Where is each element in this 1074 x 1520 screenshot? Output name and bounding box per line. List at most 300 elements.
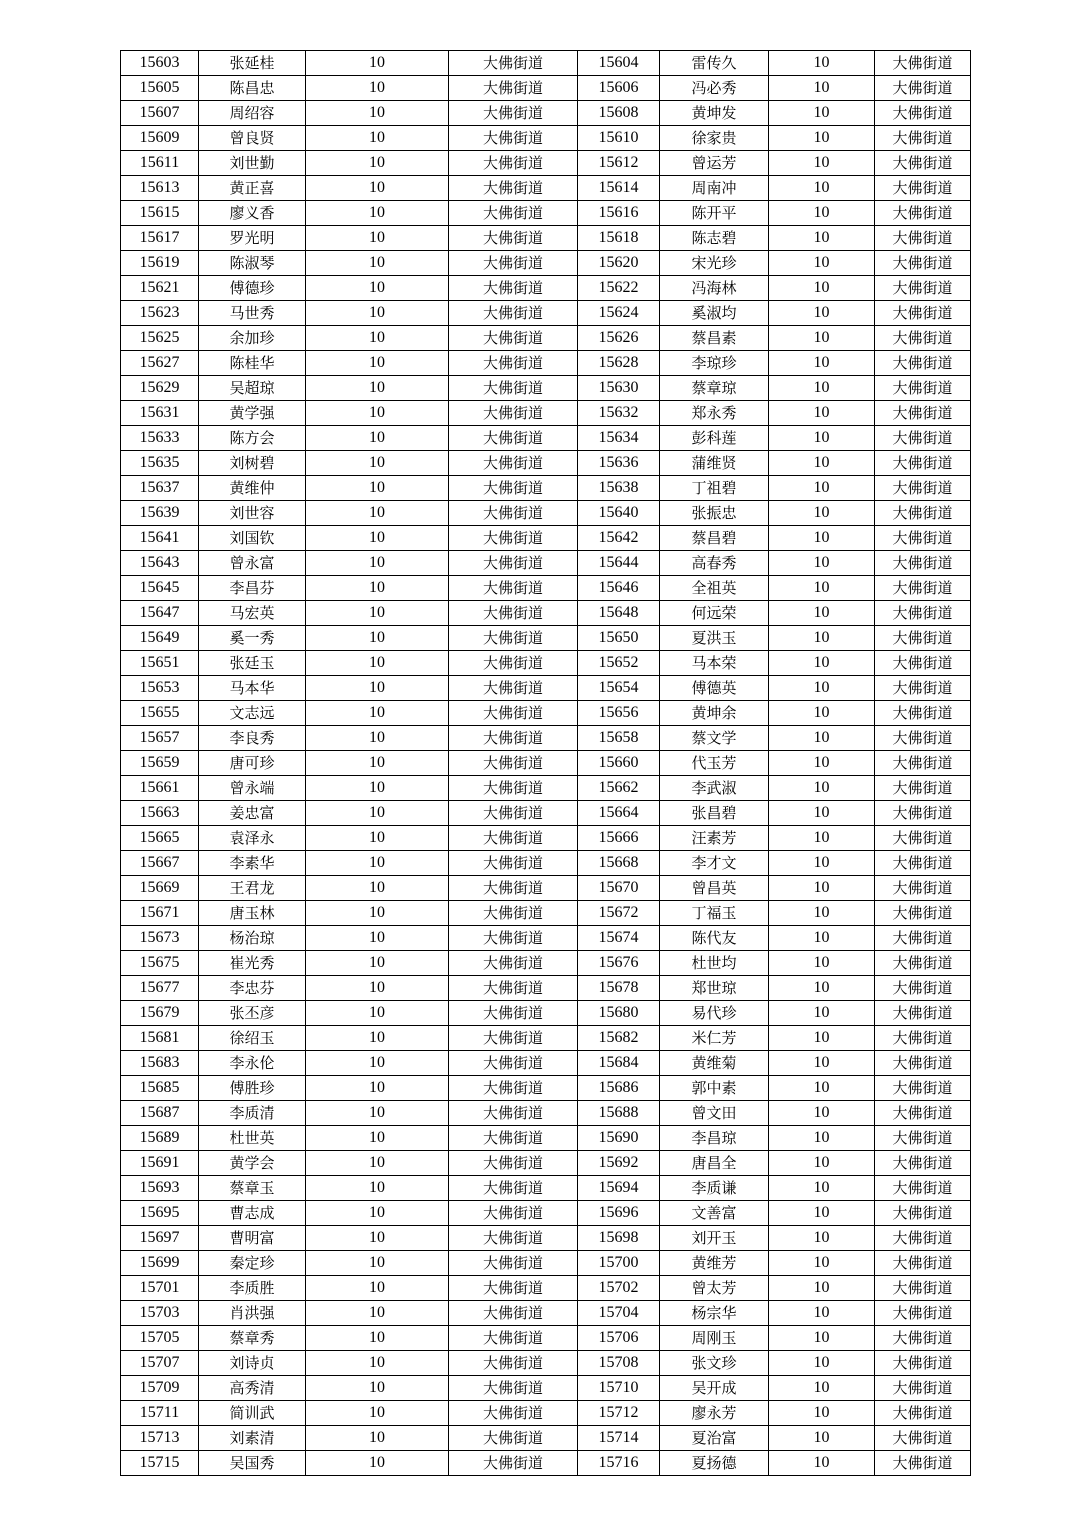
person-name-cell: 全祖英 (660, 576, 769, 601)
street-cell: 大佛街道 (449, 276, 578, 301)
table-row (121, 1426, 971, 1451)
person-name-cell: 陈开平 (660, 201, 769, 226)
amount-cell: 10 (306, 801, 449, 826)
street-cell: 大佛街道 (449, 376, 578, 401)
street-cell: 大佛街道 (449, 1176, 578, 1201)
record-number-cell: 15632 (578, 401, 660, 426)
amount-cell: 10 (769, 1451, 875, 1476)
person-name-cell: 刘素清 (199, 1426, 306, 1451)
person-name-cell: 马宏英 (199, 601, 306, 626)
record-number-cell: 15622 (578, 276, 660, 301)
street-cell: 大佛街道 (449, 1201, 578, 1226)
street-cell: 大佛街道 (449, 326, 578, 351)
amount-cell: 10 (769, 951, 875, 976)
street-cell: 大佛街道 (875, 176, 971, 201)
person-name-cell: 唐昌全 (660, 1151, 769, 1176)
record-number-cell: 15636 (578, 451, 660, 476)
record-number-cell: 15647 (121, 601, 199, 626)
street-cell: 大佛街道 (449, 1126, 578, 1151)
street-cell: 大佛街道 (449, 526, 578, 551)
person-name-cell: 简训武 (199, 1401, 306, 1426)
table-row (121, 226, 971, 251)
table-row (121, 751, 971, 776)
street-cell: 大佛街道 (449, 76, 578, 101)
person-name-cell: 奚一秀 (199, 626, 306, 651)
amount-cell: 10 (769, 426, 875, 451)
person-name-cell: 唐可珍 (199, 751, 306, 776)
person-name-cell: 冯海林 (660, 276, 769, 301)
person-name-cell: 马本荣 (660, 651, 769, 676)
record-number-cell: 15701 (121, 1276, 199, 1301)
record-number-cell: 15684 (578, 1051, 660, 1076)
table-row (121, 401, 971, 426)
amount-cell: 10 (306, 901, 449, 926)
street-cell: 大佛街道 (875, 651, 971, 676)
record-number-cell: 15606 (578, 76, 660, 101)
street-cell: 大佛街道 (449, 626, 578, 651)
street-cell: 大佛街道 (875, 976, 971, 1001)
street-cell: 大佛街道 (449, 1001, 578, 1026)
street-cell: 大佛街道 (449, 751, 578, 776)
table-row (121, 451, 971, 476)
amount-cell: 10 (769, 1151, 875, 1176)
street-cell: 大佛街道 (875, 101, 971, 126)
amount-cell: 10 (769, 301, 875, 326)
amount-cell: 10 (306, 601, 449, 626)
table-row (121, 276, 971, 301)
street-cell: 大佛街道 (875, 1076, 971, 1101)
street-cell: 大佛街道 (449, 501, 578, 526)
roster-table (120, 50, 971, 1476)
table-row (121, 601, 971, 626)
person-name-cell: 吴开成 (660, 1376, 769, 1401)
record-number-cell: 15695 (121, 1201, 199, 1226)
record-number-cell: 15704 (578, 1301, 660, 1326)
person-name-cell: 杜世均 (660, 951, 769, 976)
amount-cell: 10 (769, 876, 875, 901)
table-row (121, 101, 971, 126)
record-number-cell: 15676 (578, 951, 660, 976)
record-number-cell: 15626 (578, 326, 660, 351)
record-number-cell: 15648 (578, 601, 660, 626)
amount-cell: 10 (306, 1301, 449, 1326)
record-number-cell: 15611 (121, 151, 199, 176)
table-row (121, 176, 971, 201)
record-number-cell: 15629 (121, 376, 199, 401)
record-number-cell: 15715 (121, 1451, 199, 1476)
person-name-cell: 高春秀 (660, 551, 769, 576)
person-name-cell: 曾文田 (660, 1101, 769, 1126)
street-cell: 大佛街道 (449, 726, 578, 751)
street-cell: 大佛街道 (875, 1226, 971, 1251)
record-number-cell: 15664 (578, 801, 660, 826)
record-number-cell: 15653 (121, 676, 199, 701)
street-cell: 大佛街道 (449, 351, 578, 376)
record-number-cell: 15639 (121, 501, 199, 526)
record-number-cell: 15671 (121, 901, 199, 926)
street-cell: 大佛街道 (875, 526, 971, 551)
amount-cell: 10 (306, 1176, 449, 1201)
person-name-cell: 曾永富 (199, 551, 306, 576)
person-name-cell: 陈方会 (199, 426, 306, 451)
table-row (121, 726, 971, 751)
street-cell: 大佛街道 (875, 126, 971, 151)
amount-cell: 10 (306, 101, 449, 126)
person-name-cell: 张昌碧 (660, 801, 769, 826)
person-name-cell: 崔光秀 (199, 951, 306, 976)
record-number-cell: 15663 (121, 801, 199, 826)
person-name-cell: 廖义香 (199, 201, 306, 226)
person-name-cell: 张延桂 (199, 51, 306, 76)
street-cell: 大佛街道 (875, 401, 971, 426)
person-name-cell: 陈志碧 (660, 226, 769, 251)
street-cell: 大佛街道 (449, 1301, 578, 1326)
street-cell: 大佛街道 (449, 1151, 578, 1176)
person-name-cell: 夏治富 (660, 1426, 769, 1451)
amount-cell: 10 (306, 1276, 449, 1301)
record-number-cell: 15669 (121, 876, 199, 901)
person-name-cell: 刘开玉 (660, 1226, 769, 1251)
table-row (121, 526, 971, 551)
street-cell: 大佛街道 (449, 1426, 578, 1451)
record-number-cell: 15625 (121, 326, 199, 351)
person-name-cell: 曾良贤 (199, 126, 306, 151)
person-name-cell: 奚淑均 (660, 301, 769, 326)
person-name-cell: 冯必秀 (660, 76, 769, 101)
amount-cell: 10 (769, 676, 875, 701)
table-row (121, 901, 971, 926)
record-number-cell: 15702 (578, 1276, 660, 1301)
record-number-cell: 15670 (578, 876, 660, 901)
amount-cell: 10 (306, 326, 449, 351)
amount-cell: 10 (769, 176, 875, 201)
record-number-cell: 15683 (121, 1051, 199, 1076)
person-name-cell: 米仁芳 (660, 1026, 769, 1051)
record-number-cell: 15666 (578, 826, 660, 851)
amount-cell: 10 (306, 501, 449, 526)
person-name-cell: 易代珍 (660, 1001, 769, 1026)
street-cell: 大佛街道 (875, 1401, 971, 1426)
street-cell: 大佛街道 (875, 251, 971, 276)
street-cell: 大佛街道 (875, 901, 971, 926)
record-number-cell: 15678 (578, 976, 660, 1001)
record-number-cell: 15703 (121, 1301, 199, 1326)
street-cell: 大佛街道 (875, 676, 971, 701)
street-cell: 大佛街道 (449, 51, 578, 76)
table-row (121, 1326, 971, 1351)
amount-cell: 10 (306, 876, 449, 901)
person-name-cell: 郑永秀 (660, 401, 769, 426)
person-name-cell: 傅德珍 (199, 276, 306, 301)
table-row (121, 951, 971, 976)
person-name-cell: 陈昌忠 (199, 76, 306, 101)
amount-cell: 10 (306, 451, 449, 476)
record-number-cell: 15651 (121, 651, 199, 676)
record-number-cell: 15707 (121, 1351, 199, 1376)
amount-cell: 10 (306, 51, 449, 76)
table-row (121, 151, 971, 176)
amount-cell: 10 (769, 226, 875, 251)
record-number-cell: 15643 (121, 551, 199, 576)
record-number-cell: 15616 (578, 201, 660, 226)
amount-cell: 10 (306, 701, 449, 726)
amount-cell: 10 (769, 76, 875, 101)
amount-cell: 10 (306, 651, 449, 676)
amount-cell: 10 (769, 901, 875, 926)
amount-cell: 10 (769, 726, 875, 751)
record-number-cell: 15712 (578, 1401, 660, 1426)
street-cell: 大佛街道 (875, 876, 971, 901)
table-row (121, 1276, 971, 1301)
record-number-cell: 15649 (121, 626, 199, 651)
street-cell: 大佛街道 (875, 1301, 971, 1326)
amount-cell: 10 (769, 926, 875, 951)
person-name-cell: 杨治琼 (199, 926, 306, 951)
street-cell: 大佛街道 (449, 201, 578, 226)
street-cell: 大佛街道 (875, 1426, 971, 1451)
person-name-cell: 蔡章秀 (199, 1326, 306, 1351)
amount-cell: 10 (769, 1401, 875, 1426)
amount-cell: 10 (306, 226, 449, 251)
street-cell: 大佛街道 (875, 1451, 971, 1476)
person-name-cell: 蔡章琼 (660, 376, 769, 401)
table-row (121, 1126, 971, 1151)
amount-cell: 10 (306, 626, 449, 651)
street-cell: 大佛街道 (875, 1126, 971, 1151)
street-cell: 大佛街道 (449, 601, 578, 626)
record-number-cell: 15623 (121, 301, 199, 326)
street-cell: 大佛街道 (875, 201, 971, 226)
person-name-cell: 李武淑 (660, 776, 769, 801)
amount-cell: 10 (769, 476, 875, 501)
person-name-cell: 刘树碧 (199, 451, 306, 476)
person-name-cell: 蔡昌素 (660, 326, 769, 351)
street-cell: 大佛街道 (875, 1101, 971, 1126)
person-name-cell: 唐玉林 (199, 901, 306, 926)
record-number-cell: 15660 (578, 751, 660, 776)
person-name-cell: 廖永芳 (660, 1401, 769, 1426)
street-cell: 大佛街道 (875, 951, 971, 976)
street-cell: 大佛街道 (449, 1401, 578, 1426)
amount-cell: 10 (769, 801, 875, 826)
record-number-cell: 15674 (578, 926, 660, 951)
street-cell: 大佛街道 (875, 1276, 971, 1301)
amount-cell: 10 (306, 1251, 449, 1276)
person-name-cell: 黄正喜 (199, 176, 306, 201)
person-name-cell: 宋光珍 (660, 251, 769, 276)
table-row (121, 1401, 971, 1426)
record-number-cell: 15687 (121, 1101, 199, 1126)
person-name-cell: 何远荣 (660, 601, 769, 626)
street-cell: 大佛街道 (875, 276, 971, 301)
record-number-cell: 15708 (578, 1351, 660, 1376)
record-number-cell: 15675 (121, 951, 199, 976)
street-cell: 大佛街道 (449, 776, 578, 801)
amount-cell: 10 (769, 1126, 875, 1151)
amount-cell: 10 (306, 476, 449, 501)
amount-cell: 10 (306, 376, 449, 401)
amount-cell: 10 (306, 676, 449, 701)
table-row (121, 426, 971, 451)
amount-cell: 10 (769, 1376, 875, 1401)
amount-cell: 10 (769, 701, 875, 726)
person-name-cell: 吴超琼 (199, 376, 306, 401)
record-number-cell: 15706 (578, 1326, 660, 1351)
amount-cell: 10 (306, 276, 449, 301)
record-number-cell: 15696 (578, 1201, 660, 1226)
table-row (121, 926, 971, 951)
person-name-cell: 吴国秀 (199, 1451, 306, 1476)
amount-cell: 10 (306, 926, 449, 951)
table-row (121, 326, 971, 351)
person-name-cell: 文志远 (199, 701, 306, 726)
street-cell: 大佛街道 (875, 1376, 971, 1401)
amount-cell: 10 (769, 976, 875, 1001)
amount-cell: 10 (769, 1326, 875, 1351)
street-cell: 大佛街道 (875, 76, 971, 101)
record-number-cell: 15709 (121, 1376, 199, 1401)
amount-cell: 10 (769, 1076, 875, 1101)
amount-cell: 10 (769, 1176, 875, 1201)
amount-cell: 10 (306, 1051, 449, 1076)
table-row (121, 301, 971, 326)
person-name-cell: 刘国钦 (199, 526, 306, 551)
amount-cell: 10 (769, 351, 875, 376)
record-number-cell: 15631 (121, 401, 199, 426)
record-number-cell: 15619 (121, 251, 199, 276)
street-cell: 大佛街道 (875, 351, 971, 376)
street-cell: 大佛街道 (449, 1326, 578, 1351)
amount-cell: 10 (306, 551, 449, 576)
street-cell: 大佛街道 (449, 426, 578, 451)
amount-cell: 10 (306, 301, 449, 326)
table-row (121, 1151, 971, 1176)
person-name-cell: 李忠芬 (199, 976, 306, 1001)
person-name-cell: 黄维芳 (660, 1251, 769, 1276)
amount-cell: 10 (769, 1351, 875, 1376)
record-number-cell: 15614 (578, 176, 660, 201)
street-cell: 大佛街道 (449, 101, 578, 126)
amount-cell: 10 (306, 1026, 449, 1051)
street-cell: 大佛街道 (875, 501, 971, 526)
record-number-cell: 15668 (578, 851, 660, 876)
amount-cell: 10 (769, 1051, 875, 1076)
amount-cell: 10 (306, 1376, 449, 1401)
street-cell: 大佛街道 (449, 551, 578, 576)
street-cell: 大佛街道 (875, 476, 971, 501)
record-number-cell: 15641 (121, 526, 199, 551)
amount-cell: 10 (769, 1001, 875, 1026)
record-number-cell: 15691 (121, 1151, 199, 1176)
record-number-cell: 15697 (121, 1226, 199, 1251)
person-name-cell: 李素华 (199, 851, 306, 876)
record-number-cell: 15714 (578, 1426, 660, 1451)
amount-cell: 10 (769, 151, 875, 176)
person-name-cell: 周绍容 (199, 101, 306, 126)
street-cell: 大佛街道 (449, 1101, 578, 1126)
person-name-cell: 秦定珍 (199, 1251, 306, 1276)
record-number-cell: 15618 (578, 226, 660, 251)
record-number-cell: 15609 (121, 126, 199, 151)
record-number-cell: 15685 (121, 1076, 199, 1101)
person-name-cell: 刘世容 (199, 501, 306, 526)
amount-cell: 10 (306, 826, 449, 851)
person-name-cell: 傅胜珍 (199, 1076, 306, 1101)
amount-cell: 10 (306, 1401, 449, 1426)
record-number-cell: 15633 (121, 426, 199, 451)
street-cell: 大佛街道 (875, 1351, 971, 1376)
amount-cell: 10 (769, 1101, 875, 1126)
street-cell: 大佛街道 (449, 1451, 578, 1476)
amount-cell: 10 (306, 576, 449, 601)
amount-cell: 10 (769, 251, 875, 276)
person-name-cell: 刘世勤 (199, 151, 306, 176)
person-name-cell: 郭中素 (660, 1076, 769, 1101)
street-cell: 大佛街道 (449, 951, 578, 976)
record-number-cell: 15603 (121, 51, 199, 76)
street-cell: 大佛街道 (875, 626, 971, 651)
person-name-cell: 曾太芳 (660, 1276, 769, 1301)
record-number-cell: 15655 (121, 701, 199, 726)
record-number-cell: 15688 (578, 1101, 660, 1126)
amount-cell: 10 (769, 1426, 875, 1451)
person-name-cell: 高秀清 (199, 1376, 306, 1401)
amount-cell: 10 (306, 1001, 449, 1026)
street-cell: 大佛街道 (449, 451, 578, 476)
street-cell: 大佛街道 (449, 976, 578, 1001)
amount-cell: 10 (769, 451, 875, 476)
amount-cell: 10 (769, 126, 875, 151)
table-row (121, 851, 971, 876)
table-row (121, 1001, 971, 1026)
person-name-cell: 李琼珍 (660, 351, 769, 376)
amount-cell: 10 (769, 776, 875, 801)
street-cell: 大佛街道 (875, 1026, 971, 1051)
amount-cell: 10 (769, 851, 875, 876)
table-row (121, 1076, 971, 1101)
person-name-cell: 蔡章玉 (199, 1176, 306, 1201)
street-cell: 大佛街道 (449, 1376, 578, 1401)
street-cell: 大佛街道 (449, 1026, 578, 1051)
street-cell: 大佛街道 (449, 1076, 578, 1101)
street-cell: 大佛街道 (449, 876, 578, 901)
record-number-cell: 15645 (121, 576, 199, 601)
record-number-cell: 15667 (121, 851, 199, 876)
street-cell: 大佛街道 (875, 926, 971, 951)
amount-cell: 10 (769, 51, 875, 76)
amount-cell: 10 (306, 751, 449, 776)
amount-cell: 10 (306, 1426, 449, 1451)
amount-cell: 10 (306, 76, 449, 101)
amount-cell: 10 (306, 726, 449, 751)
record-number-cell: 15657 (121, 726, 199, 751)
amount-cell: 10 (769, 101, 875, 126)
street-cell: 大佛街道 (449, 801, 578, 826)
record-number-cell: 15612 (578, 151, 660, 176)
person-name-cell: 徐家贵 (660, 126, 769, 151)
record-number-cell: 15699 (121, 1251, 199, 1276)
person-name-cell: 郑世琼 (660, 976, 769, 1001)
record-number-cell: 15617 (121, 226, 199, 251)
record-number-cell: 15635 (121, 451, 199, 476)
amount-cell: 10 (306, 351, 449, 376)
person-name-cell: 曹志成 (199, 1201, 306, 1226)
person-name-cell: 余加珍 (199, 326, 306, 351)
record-number-cell: 15716 (578, 1451, 660, 1476)
person-name-cell: 杨宗华 (660, 1301, 769, 1326)
amount-cell: 10 (306, 151, 449, 176)
record-number-cell: 15652 (578, 651, 660, 676)
